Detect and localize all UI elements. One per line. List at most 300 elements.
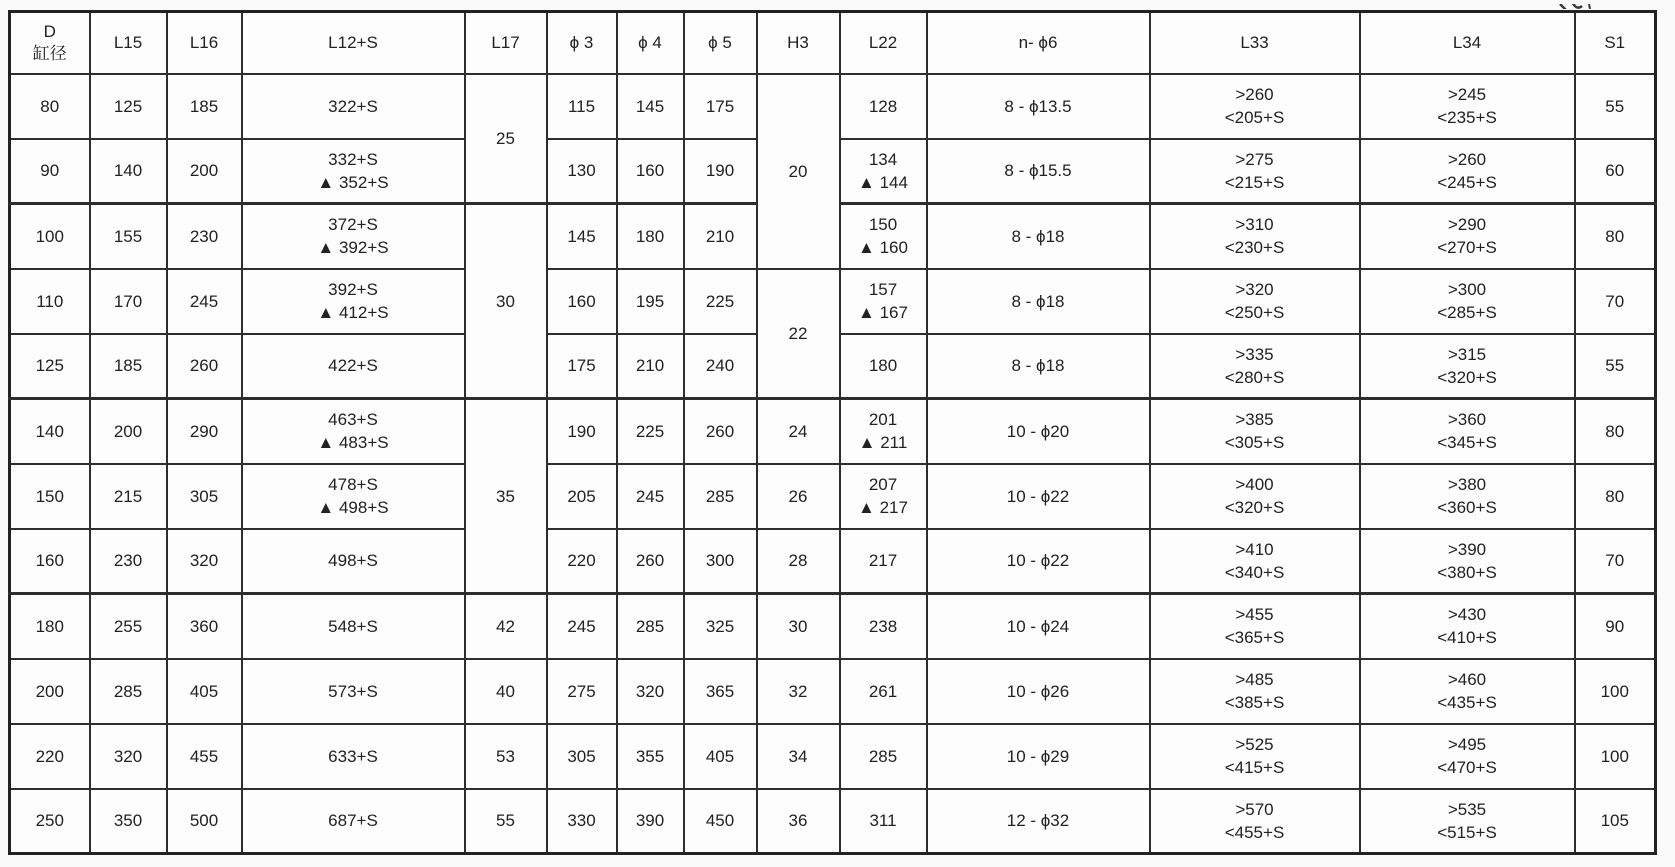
- table-cell: [617, 464, 684, 529]
- table-cell: [927, 464, 1150, 529]
- table-cell: [242, 139, 465, 204]
- cell-value: 10 - ϕ26: [1006, 681, 1070, 701]
- cell-value: 12 - ϕ32: [1006, 811, 1070, 831]
- table-cell: [10, 204, 90, 269]
- table-cell: [167, 464, 242, 529]
- cell-value: 8 - ϕ13.5: [1004, 96, 1072, 116]
- table-cell: [757, 594, 840, 659]
- cell-value: >300: [1447, 280, 1487, 299]
- cell-value: 320: [189, 551, 219, 571]
- table-cell: [840, 139, 927, 204]
- table-cell: [1150, 724, 1360, 789]
- table-cell: [840, 269, 927, 334]
- cell-value: 60: [1605, 161, 1625, 181]
- table-cell: [90, 594, 167, 659]
- cell-value: 463+S: [328, 410, 378, 430]
- header-h3: H3: [757, 12, 840, 74]
- cell-value: >455: [1235, 605, 1274, 625]
- header-phi4: ϕ 4: [617, 12, 684, 74]
- cell-value: ▲ 352+S: [317, 172, 389, 192]
- cell-value: 40: [496, 681, 515, 701]
- table-cell: [167, 789, 242, 854]
- cell-value: 238: [868, 616, 898, 636]
- table-cell: [927, 399, 1150, 464]
- table-cell: [465, 594, 547, 659]
- table-body: [10, 74, 1656, 854]
- table-cell: [1575, 659, 1656, 724]
- cell-value: 422+S: [328, 356, 378, 376]
- cell-value: <435+S: [1437, 693, 1497, 712]
- cell-value: 633+S: [328, 746, 378, 766]
- cell-value: 110: [36, 291, 64, 311]
- table-cell: [617, 594, 684, 659]
- cell-value: 455: [189, 746, 219, 766]
- cell-value: 8 - ϕ18: [1011, 356, 1065, 376]
- table-cell: [1360, 334, 1575, 399]
- table-cell: [1150, 334, 1360, 399]
- cell-value: <380+S: [1437, 562, 1497, 582]
- cell-value: 311: [869, 811, 897, 831]
- cell-value: >260: [1235, 85, 1274, 104]
- cell-value: 392+S: [328, 280, 378, 299]
- cell-value: >390: [1447, 539, 1487, 559]
- cell-value: 200: [113, 421, 143, 441]
- cell-value: >430: [1447, 605, 1487, 625]
- table-cell: [465, 399, 547, 594]
- cell-value: 450: [705, 811, 735, 831]
- header-phi3: ϕ 3: [547, 12, 617, 74]
- table-cell: [757, 399, 840, 464]
- cell-value: 55: [1605, 356, 1625, 376]
- table-cell: [167, 659, 242, 724]
- cell-value: 25: [496, 128, 515, 148]
- cell-value: 160: [635, 161, 665, 181]
- cell-value: 225: [705, 291, 735, 311]
- table-cell: [684, 399, 757, 464]
- cell-value: <320+S: [1437, 367, 1497, 387]
- table-cell: [465, 204, 547, 399]
- table-cell: [1575, 399, 1656, 464]
- header-phi5: ϕ 5: [684, 12, 757, 74]
- table-cell: [927, 74, 1150, 139]
- table-cell: [465, 74, 547, 204]
- cell-value: 405: [189, 681, 219, 701]
- cell-value: 305: [567, 746, 596, 766]
- table-cell: [927, 269, 1150, 334]
- cell-value: >315: [1447, 344, 1487, 364]
- header-l12s: L12+S: [242, 12, 465, 74]
- table-cell: [1360, 269, 1575, 334]
- table-cell: [684, 139, 757, 204]
- cell-value: 55: [1605, 96, 1625, 116]
- cell-value: 365: [705, 681, 735, 701]
- table-cell: [167, 269, 242, 334]
- table-cell: [840, 529, 927, 594]
- cell-value: 30: [496, 291, 515, 311]
- table-row: [10, 74, 1656, 139]
- table-cell: [547, 204, 617, 269]
- cell-value: <385+S: [1224, 693, 1285, 712]
- table-cell: [547, 529, 617, 594]
- header-l22: L22: [840, 12, 927, 74]
- cell-value: >335: [1235, 344, 1274, 364]
- table-cell: [10, 269, 90, 334]
- table-cell: [10, 399, 90, 464]
- table-cell: [167, 529, 242, 594]
- table-cell: [547, 139, 617, 204]
- cell-value: 24: [788, 421, 808, 441]
- table-cell: [1575, 74, 1656, 139]
- table-row: [10, 464, 1656, 529]
- cell-value: 245: [635, 486, 665, 506]
- cell-value: 205: [567, 486, 596, 506]
- cell-value: ▲ 211: [858, 433, 908, 453]
- table-cell: [617, 724, 684, 789]
- cell-value: 170: [113, 291, 143, 311]
- cell-value: 180: [868, 356, 898, 376]
- cell-value: 255: [113, 616, 143, 636]
- header-l34: L34: [1360, 12, 1575, 74]
- cell-value: 140: [35, 421, 64, 441]
- dimension-spec-table: [8, 10, 1657, 855]
- cell-value: 35: [496, 486, 515, 506]
- cell-value: 180: [635, 226, 665, 246]
- cell-value: 160: [567, 291, 596, 311]
- table-cell: [927, 594, 1150, 659]
- cell-value: 215: [113, 486, 143, 506]
- table-cell: [465, 724, 547, 789]
- table-row: [10, 399, 1656, 464]
- cell-value: >495: [1447, 735, 1487, 754]
- table-cell: [10, 659, 90, 724]
- cell-value: 115: [567, 96, 596, 116]
- table-cell: [1575, 204, 1656, 269]
- table-cell: [1575, 724, 1656, 789]
- cell-value: 8 - ϕ15.5: [1004, 161, 1072, 181]
- table-cell: [90, 399, 167, 464]
- cell-value: 573+S: [328, 681, 378, 701]
- table-cell: [547, 74, 617, 139]
- table-cell: [684, 594, 757, 659]
- cell-value: 80: [40, 96, 60, 116]
- table-cell: [90, 74, 167, 139]
- table-cell: [1360, 659, 1575, 724]
- table-cell: [1360, 789, 1575, 854]
- cell-value: <455+S: [1224, 822, 1285, 842]
- table-cell: [242, 594, 465, 659]
- cell-value: 355: [635, 746, 665, 766]
- cell-value: 70: [1605, 551, 1625, 571]
- table-cell: [684, 269, 757, 334]
- table-cell: [547, 659, 617, 724]
- cell-value: 285: [868, 746, 898, 766]
- table-cell: [1360, 399, 1575, 464]
- cell-value: <515+S: [1437, 822, 1497, 842]
- cell-value: 130: [567, 161, 596, 181]
- cell-value: ▲ 483+S: [317, 433, 389, 453]
- table-cell: [1575, 594, 1656, 659]
- cell-value: <410+S: [1437, 628, 1497, 648]
- table-cell: [10, 789, 90, 854]
- header-l16: L16: [167, 12, 242, 74]
- table-cell: [617, 789, 684, 854]
- table-cell: [1575, 464, 1656, 529]
- table-cell: [10, 464, 90, 529]
- table-cell: [167, 204, 242, 269]
- header-l15: L15: [90, 12, 167, 74]
- cell-value: <215+S: [1224, 172, 1285, 192]
- table-cell: [1360, 594, 1575, 659]
- cell-value: >410: [1235, 539, 1274, 559]
- cell-value: 687+S: [328, 811, 378, 831]
- cell-value: 80: [1605, 226, 1625, 246]
- header-l17: L17: [465, 12, 547, 74]
- cell-value: <250+S: [1224, 303, 1285, 322]
- cell-value: 55: [496, 811, 515, 831]
- cell-value: 217: [868, 551, 898, 571]
- cell-value: >260: [1447, 149, 1487, 169]
- cell-value: 10 - ϕ22: [1006, 486, 1070, 506]
- cell-value: 10 - ϕ29: [1006, 746, 1070, 766]
- table-cell: [1575, 789, 1656, 854]
- table-cell: [90, 269, 167, 334]
- table-cell: [10, 74, 90, 139]
- cell-value: 320: [113, 746, 143, 766]
- table-cell: [242, 399, 465, 464]
- cell-value: 390: [635, 811, 665, 831]
- cell-value: 160: [35, 551, 64, 571]
- table-row: [10, 789, 1656, 854]
- table-cell: [242, 529, 465, 594]
- table-cell: [1150, 659, 1360, 724]
- cell-value: >535: [1447, 799, 1487, 819]
- cell-value: 140: [113, 161, 143, 181]
- cell-value: >310: [1235, 215, 1274, 235]
- cell-value: 125: [113, 96, 143, 116]
- header-bore-line2: 缸径: [32, 43, 67, 63]
- table-cell: [1150, 594, 1360, 659]
- table-cell: [10, 724, 90, 789]
- table-cell: [927, 334, 1150, 399]
- table-cell: [617, 74, 684, 139]
- table-cell: [1575, 139, 1656, 204]
- cell-value: 150: [35, 486, 64, 506]
- cell-value: 100: [35, 226, 64, 246]
- cell-value: 175: [705, 96, 735, 116]
- cell-value: 260: [635, 551, 665, 571]
- table-cell: [617, 334, 684, 399]
- table-cell: [757, 659, 840, 724]
- table-cell: [242, 204, 465, 269]
- cell-value: 290: [189, 421, 219, 441]
- cell-value: 80: [1605, 421, 1625, 441]
- table-cell: [90, 464, 167, 529]
- table-cell: [547, 334, 617, 399]
- cell-value: >485: [1235, 670, 1274, 689]
- table-cell: [242, 724, 465, 789]
- cell-value: 372+S: [328, 215, 378, 235]
- cell-value: 210: [705, 226, 735, 246]
- table-cell: [757, 724, 840, 789]
- table-cell: [757, 789, 840, 854]
- header-bore-diameter: [10, 12, 90, 74]
- cell-value: 70: [1605, 291, 1625, 311]
- table-cell: [684, 74, 757, 139]
- table-cell: [840, 74, 927, 139]
- table-cell: [840, 334, 927, 399]
- cell-value: 125: [35, 356, 64, 376]
- cell-value: 32: [788, 681, 808, 701]
- cell-value: 285: [113, 681, 143, 701]
- cell-value: 498+S: [328, 551, 378, 571]
- cell-value: 207: [868, 475, 898, 494]
- table-header-row: [10, 12, 1656, 74]
- table-cell: [242, 659, 465, 724]
- cell-value: >460: [1447, 670, 1487, 689]
- cell-value: 34: [788, 746, 808, 766]
- table-cell: [1575, 334, 1656, 399]
- cell-value: 42: [496, 616, 515, 636]
- cell-value: >570: [1235, 799, 1274, 819]
- cell-value: 330: [567, 811, 596, 831]
- cell-value: >320: [1235, 280, 1274, 299]
- table-cell: [465, 789, 547, 854]
- cell-value: 500: [189, 811, 219, 831]
- cell-value: 261: [868, 681, 898, 701]
- cell-value: <285+S: [1437, 303, 1497, 322]
- header-l33: L33: [1150, 12, 1360, 74]
- cell-value: 180: [35, 616, 64, 636]
- cell-value: <360+S: [1437, 498, 1497, 517]
- cell-value: ▲ 412+S: [317, 303, 389, 322]
- cell-value: 150: [868, 215, 898, 235]
- cell-value: 285: [635, 616, 665, 636]
- table-cell: [167, 334, 242, 399]
- table-cell: [547, 269, 617, 334]
- cell-value: 220: [35, 746, 64, 766]
- cell-value: 350: [113, 811, 143, 831]
- cell-value: 548+S: [328, 616, 378, 636]
- cell-value: 185: [113, 356, 143, 376]
- table-cell: [90, 789, 167, 854]
- table-cell: [684, 334, 757, 399]
- table-cell: [1360, 529, 1575, 594]
- table-cell: [1150, 139, 1360, 204]
- cell-value: 185: [189, 96, 219, 116]
- cell-value: 200: [35, 681, 64, 701]
- table-cell: [617, 269, 684, 334]
- cell-value: 260: [189, 356, 219, 376]
- cell-value: >385: [1235, 410, 1274, 430]
- cell-value: 275: [567, 681, 596, 701]
- table-cell: [10, 529, 90, 594]
- cropped-text-fragment: [1556, 0, 1602, 9]
- table-cell: [684, 789, 757, 854]
- table-row: [10, 659, 1656, 724]
- table-cell: [242, 789, 465, 854]
- table-cell: [757, 464, 840, 529]
- cell-value: 134: [868, 149, 898, 169]
- table-cell: [242, 74, 465, 139]
- cell-value: 260: [705, 421, 735, 441]
- cell-value: 28: [788, 551, 808, 571]
- cell-value: 332+S: [328, 149, 378, 169]
- table-cell: [167, 139, 242, 204]
- cell-value: <230+S: [1224, 238, 1285, 258]
- table-cell: [1360, 204, 1575, 269]
- cell-value: 10 - ϕ22: [1006, 551, 1070, 571]
- cell-value: 405: [705, 746, 735, 766]
- cell-value: 90: [1605, 616, 1625, 636]
- cell-value: 210: [635, 356, 665, 376]
- table-cell: [1150, 789, 1360, 854]
- table-cell: [1150, 204, 1360, 269]
- cell-value: >360: [1447, 410, 1487, 430]
- table-cell: [465, 659, 547, 724]
- cell-value: 100: [1600, 681, 1629, 701]
- cell-value: >290: [1447, 215, 1487, 235]
- table-cell: [167, 399, 242, 464]
- table-cell: [927, 204, 1150, 269]
- cell-value: >245: [1447, 85, 1487, 104]
- cell-value: <305+S: [1224, 433, 1285, 453]
- table-cell: [617, 529, 684, 594]
- cell-value: >380: [1447, 475, 1487, 494]
- table-cell: [547, 789, 617, 854]
- table-cell: [840, 204, 927, 269]
- cell-value: >525: [1235, 735, 1274, 754]
- cell-value: 245: [567, 616, 596, 636]
- cell-value: 157: [868, 280, 898, 299]
- table-cell: [617, 204, 684, 269]
- table-cell: [547, 724, 617, 789]
- table-cell: [927, 789, 1150, 854]
- table-cell: [927, 659, 1150, 724]
- cell-value: 100: [1600, 746, 1629, 766]
- table-cell: [90, 659, 167, 724]
- table-cell: [617, 659, 684, 724]
- cell-value: 8 - ϕ18: [1011, 226, 1065, 246]
- cell-value: <320+S: [1224, 498, 1285, 517]
- cell-value: <235+S: [1437, 108, 1497, 127]
- table-cell: [617, 399, 684, 464]
- cell-value: 285: [705, 486, 735, 506]
- table-row: [10, 724, 1656, 789]
- table-cell: [547, 594, 617, 659]
- table-cell: [1360, 464, 1575, 529]
- table-cell: [840, 399, 927, 464]
- table-cell: [684, 204, 757, 269]
- table-cell: [1150, 74, 1360, 139]
- cell-value: <470+S: [1437, 758, 1497, 777]
- cell-value: <345+S: [1437, 433, 1497, 453]
- table-cell: [1360, 139, 1575, 204]
- cell-value: 190: [705, 161, 735, 181]
- table-cell: [684, 659, 757, 724]
- cell-value: 478+S: [328, 475, 378, 494]
- cell-value: 80: [1605, 486, 1625, 506]
- table-cell: [840, 789, 927, 854]
- cell-value: <280+S: [1224, 367, 1285, 387]
- cell-value: ▲ 498+S: [317, 498, 389, 517]
- cell-value: 30: [788, 616, 808, 636]
- cell-value: 10 - ϕ24: [1006, 616, 1070, 636]
- table-cell: [1575, 269, 1656, 334]
- cell-value: 10 - ϕ20: [1006, 421, 1070, 441]
- cell-value: ▲ 167: [858, 303, 908, 322]
- cell-value: <245+S: [1437, 172, 1497, 192]
- table-cell: [840, 464, 927, 529]
